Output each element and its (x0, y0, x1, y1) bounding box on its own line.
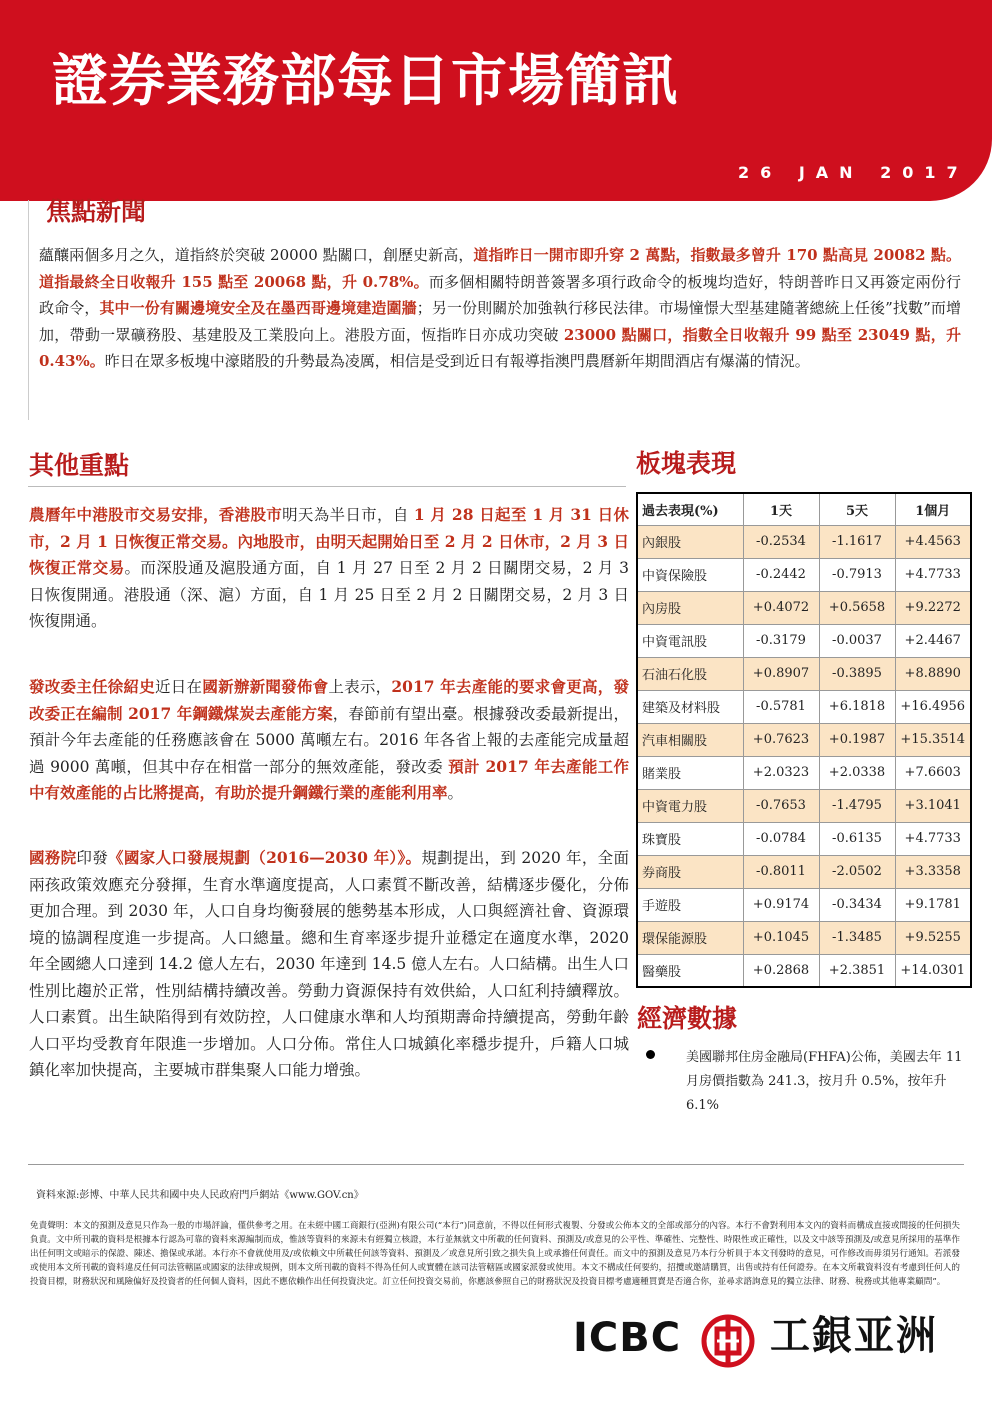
sector-performance-title: 板塊表現 (636, 449, 737, 478)
value-1d: +0.1045 (743, 921, 819, 954)
value-5d: -0.3895 (819, 657, 895, 690)
value-1m: +9.2272 (895, 591, 971, 624)
sector-name: 內銀股 (637, 525, 743, 558)
value-1d: +0.8907 (743, 657, 819, 690)
value-1m: +9.1781 (895, 888, 971, 921)
highlight-text: 1 月 28 日起至 1 月 31 日休市，2 月 1 日恢復正常交易。內地股市，由明天起開始日至 2 月 2 日休市，2 月 3 日恢復正常交易 (29, 505, 630, 577)
sector-performance-table (636, 492, 972, 988)
bullet-icon (646, 1050, 655, 1059)
body-text: 明天為半日市，自 (282, 506, 414, 524)
table-row (637, 888, 971, 921)
highlight-paragraph-ndrc (29, 674, 629, 807)
column-header-1m: 1個月 (895, 493, 971, 525)
highlight-text: 道指昨日一開市即升穿 2 萬點，指數最多曾升 170 點高見 20082 點。道指最終全日收報升 155 點至 20068 點，升 0.78%。 (39, 246, 961, 291)
table-row (637, 525, 971, 558)
sector-name: 珠寶股 (637, 822, 743, 855)
data-source: 資料來源:彭博、中華人民共和國中央人民政府門戶網站《www.GOV.cn》 (36, 1190, 364, 1201)
sector-name: 中資電力股 (637, 789, 743, 822)
body-text: 近日在 (155, 678, 203, 696)
value-5d: -0.0037 (819, 624, 895, 657)
value-1d: +0.2868 (743, 954, 819, 987)
value-5d: -1.1617 (819, 525, 895, 558)
highlight-text: 農曆年中港股市交易安排，香港股市 (29, 505, 283, 524)
highlight-text: 其中一份有關邊境安全及在墨西哥邊境建造圍牆 (99, 299, 417, 317)
body-text: ；另一份則關於加強執行移民法律。市場憧憬大型基建隨著總統上任後”找數”而增加，帶動一眾礦務股、基建股及工業股向上。港股方面，恆指昨日亦成功突破 (39, 299, 961, 344)
value-5d: -0.7913 (819, 558, 895, 591)
body-text: 規劃提出，到 2020 年，全面兩孩政策效應充分發揮，生育水準適度提高，人口素質不斷改善，結構逐步優化，分佈更加合理。到 2030 年，人口自身均衡發展的態勢基本形成，人口與經濟社會、資源環境的協調程度進一步提高。人口總量。總和生育率逐步提升並穩定在適度水準，2020 年全國總人口達到 14.2 億人左右，2030 年達到 14.5 億人左右。人口結構。出生人口性別比趨於正常，性別結構持續改善。勞動力資源保持有效供給，人口紅利持續釋放。人口素質。出生缺陷得到有效防控，人口健康水準和人均預期壽命持續提高，勞動年齡人口平均受教育年限進一步增加。人口分佈。常住人口城鎮化率穩步提升，戶籍人口城鎮化率加快提高，主要城市群集聚人口能力增強。 (29, 849, 629, 1079)
value-1m: +3.3358 (895, 855, 971, 888)
value-5d: -0.6135 (819, 822, 895, 855)
value-1m: +14.0301 (895, 954, 971, 987)
sector-name: 賭業股 (637, 756, 743, 789)
column-header-1d: 1天 (743, 493, 819, 525)
body-text: 上表示， (328, 678, 392, 696)
value-1d: -0.5781 (743, 690, 819, 723)
economic-data-item (646, 1046, 966, 1118)
highlight-text: 2017 年去產能的要求會更高，發改委正在編制 2017 年鋼鐵煤炭去產能方案 (29, 677, 629, 723)
value-1m: +15.3514 (895, 723, 971, 756)
value-5d: +2.3851 (819, 954, 895, 987)
body-text: 蘊釀兩個多月之久，道指終於突破 20000 點關口，創歷史新高， (39, 246, 474, 264)
section-divider (28, 486, 626, 487)
header-banner (0, 0, 992, 201)
icbc-asia-logo-text: 工銀亚洲 (770, 1313, 938, 1359)
value-1d: -0.2442 (743, 558, 819, 591)
body-text: ，春節前有望出臺。根據發改委最新提出，預計今年去產能的任務應該會在 5000 萬噸左右。2016 年各省上報的去產能完成量超過 9000 萬噸，但其中存在相當一部分的無效產能，發改委 (29, 704, 629, 776)
body-text: 印發 (76, 849, 109, 867)
sector-name: 醫藥股 (637, 954, 743, 987)
highlight-text: 國務院 (29, 848, 77, 867)
value-1m: +2.4467 (895, 624, 971, 657)
page-title: 證券業務部每日市場簡訊 (52, 49, 679, 114)
sector-name: 建築及材料股 (637, 690, 743, 723)
sector-name: 券商股 (637, 855, 743, 888)
value-1d: +0.4072 (743, 591, 819, 624)
value-5d: -0.3434 (819, 888, 895, 921)
column-header-period: 過去表現(%) (637, 493, 743, 525)
value-5d: -1.4795 (819, 789, 895, 822)
value-1m: +4.7733 (895, 558, 971, 591)
body-text: 。 (447, 784, 464, 802)
highlight-text: 發改委主任徐紹史 (29, 677, 156, 696)
value-1d: -0.2534 (743, 525, 819, 558)
sector-name: 中資電訊股 (637, 624, 743, 657)
economic-data-text: 美國聯邦住房金融局(FHFA)公佈，美國去年 11 月房價指數為 241.3，按月升 0.5%，按年升 6.1% (686, 1050, 963, 1113)
value-1d: -0.3179 (743, 624, 819, 657)
issue-date: 26 JAN 2017 (738, 163, 969, 182)
value-5d: -2.0502 (819, 855, 895, 888)
sector-name: 手遊股 (637, 888, 743, 921)
highlight-text: 國新辦新聞發佈會 (202, 677, 329, 696)
other-highlights-title: 其他重點 (29, 451, 130, 480)
table-row (637, 591, 971, 624)
table-row (637, 789, 971, 822)
table-row (637, 690, 971, 723)
value-1m: +4.4563 (895, 525, 971, 558)
table-row (637, 723, 971, 756)
highlight-text: 23000 點關口，指數全日收報升 99 點至 23049 點，升 0.43%。 (39, 325, 961, 370)
table-row (637, 921, 971, 954)
sector-name: 中資保險股 (637, 558, 743, 591)
value-1m: +16.4956 (895, 690, 971, 723)
value-1d: -0.7653 (743, 789, 819, 822)
body-text: 而多個相關特朗普簽署多項行政命令的板塊均造好，特朗普昨日又再簽定兩份行政命令， (39, 272, 961, 317)
value-5d: +2.0338 (819, 756, 895, 789)
highlight-paragraph-population-plan (29, 845, 629, 1084)
table-row (637, 822, 971, 855)
disclaimer: 免責聲明：本文的預測及意見只作為一般的市場評論，僅供參考之用。在未經中國工商銀行(亞洲)有限公司(“本行”)同意前，不得以任何形式複製、分發或公佈本文的全部或部分的內容。本行不會對利用本文內的資料而構成直接或間接的任何損失負責。文中所刊載的資料是根據本行認為可靠的資料來源編制而成，惟該等資料的來源未有經獨立核證，本行並無就文中所載的任何資料、預測及/或意見的公平性、準確性、完整性、時限性或正確性，以及文中該等預測及/或意見所採用的基準作出任何明文或暗示的保證、陳述、擔保或承諾。本行亦不會就使用及/或依賴文中所載任何該等資料、預測及／或意見所引致之損失負上或承擔任何責任。而文中的預測及意見乃本行分析員于本文刊發時的意見，可作修改而毋須另行通知。若派發或使用本文所刊載的資料違反任何司法管轄區或國家的法律或規例，則本文所刊載的資料不得為任何人或實體在該司法管轄區或國家派發或使用。本文不構成任何要約，招攬或邀請購買，出售或持有任何證券。在本文所載資料沒有考慮到任何人的投資目標，財務狀況和風險偏好及投資者的任何個人資料，因此不應依賴作出任何投資決定。訂立任何投資交易前，你應該參照自己的財務狀況及投資目標考慮適種買賣是否適合你，並尋求諮詢意見的獨立法律、財務、稅務或其他專業顧問”。 (30, 1221, 960, 1287)
highlight-text: 《國家人口發展規劃（2016—2030 年）》。 (108, 848, 422, 867)
sector-name: 石油石化股 (637, 657, 743, 690)
value-1m: +4.7733 (895, 822, 971, 855)
value-1d: -0.0784 (743, 822, 819, 855)
value-1m: +7.6603 (895, 756, 971, 789)
value-1m: +3.1041 (895, 789, 971, 822)
sector-name: 汽車相關股 (637, 723, 743, 756)
value-1d: +2.0323 (743, 756, 819, 789)
value-5d: +0.1987 (819, 723, 895, 756)
table-row (637, 954, 971, 987)
table-row (637, 657, 971, 690)
focus-news-body (39, 242, 961, 375)
column-header-5d: 5天 (819, 493, 895, 525)
value-1d: +0.7623 (743, 723, 819, 756)
value-1d: -0.8011 (743, 855, 819, 888)
table-row (637, 558, 971, 591)
table-row (637, 756, 971, 789)
value-5d: -1.3485 (819, 921, 895, 954)
table-row (637, 624, 971, 657)
highlight-paragraph-market-holiday (29, 502, 629, 635)
body-text: 。而深股通及滬股通方面，自 1 月 27 日至 2 月 2 日關閉交易，2 月 3 日恢復開通。港股通（深、滬）方面，自 1 月 25 日至 2 月 2 日關閉交易，2 月 3 日恢復開通。 (29, 559, 629, 630)
focus-news-title: 焦點新聞 (46, 197, 147, 226)
sector-name: 環保能源股 (637, 921, 743, 954)
footer-divider (28, 1164, 964, 1165)
icbc-emblem-icon (700, 1313, 756, 1369)
sector-name: 內房股 (637, 591, 743, 624)
highlight-text: 預計 2017 年去產能工作中有效產能的占比將提高，有助於提升鋼鐵行業的產能利用率 (29, 756, 630, 802)
icbc-logo-text: ICBC (573, 1315, 682, 1361)
table-header-row (637, 493, 971, 525)
value-1m: +9.5255 (895, 921, 971, 954)
value-5d: +0.5658 (819, 591, 895, 624)
economic-data-title: 經濟數據 (637, 1004, 738, 1033)
body-text: 昨日在眾多板塊中濠賭股的升勢最為凌厲，相信是受到近日有報導指澳門農曆新年期間酒店有爆滿的情況。 (104, 352, 810, 370)
value-1m: +8.8890 (895, 657, 971, 690)
table-row (637, 855, 971, 888)
value-5d: +6.1818 (819, 690, 895, 723)
value-1d: +0.9174 (743, 888, 819, 921)
